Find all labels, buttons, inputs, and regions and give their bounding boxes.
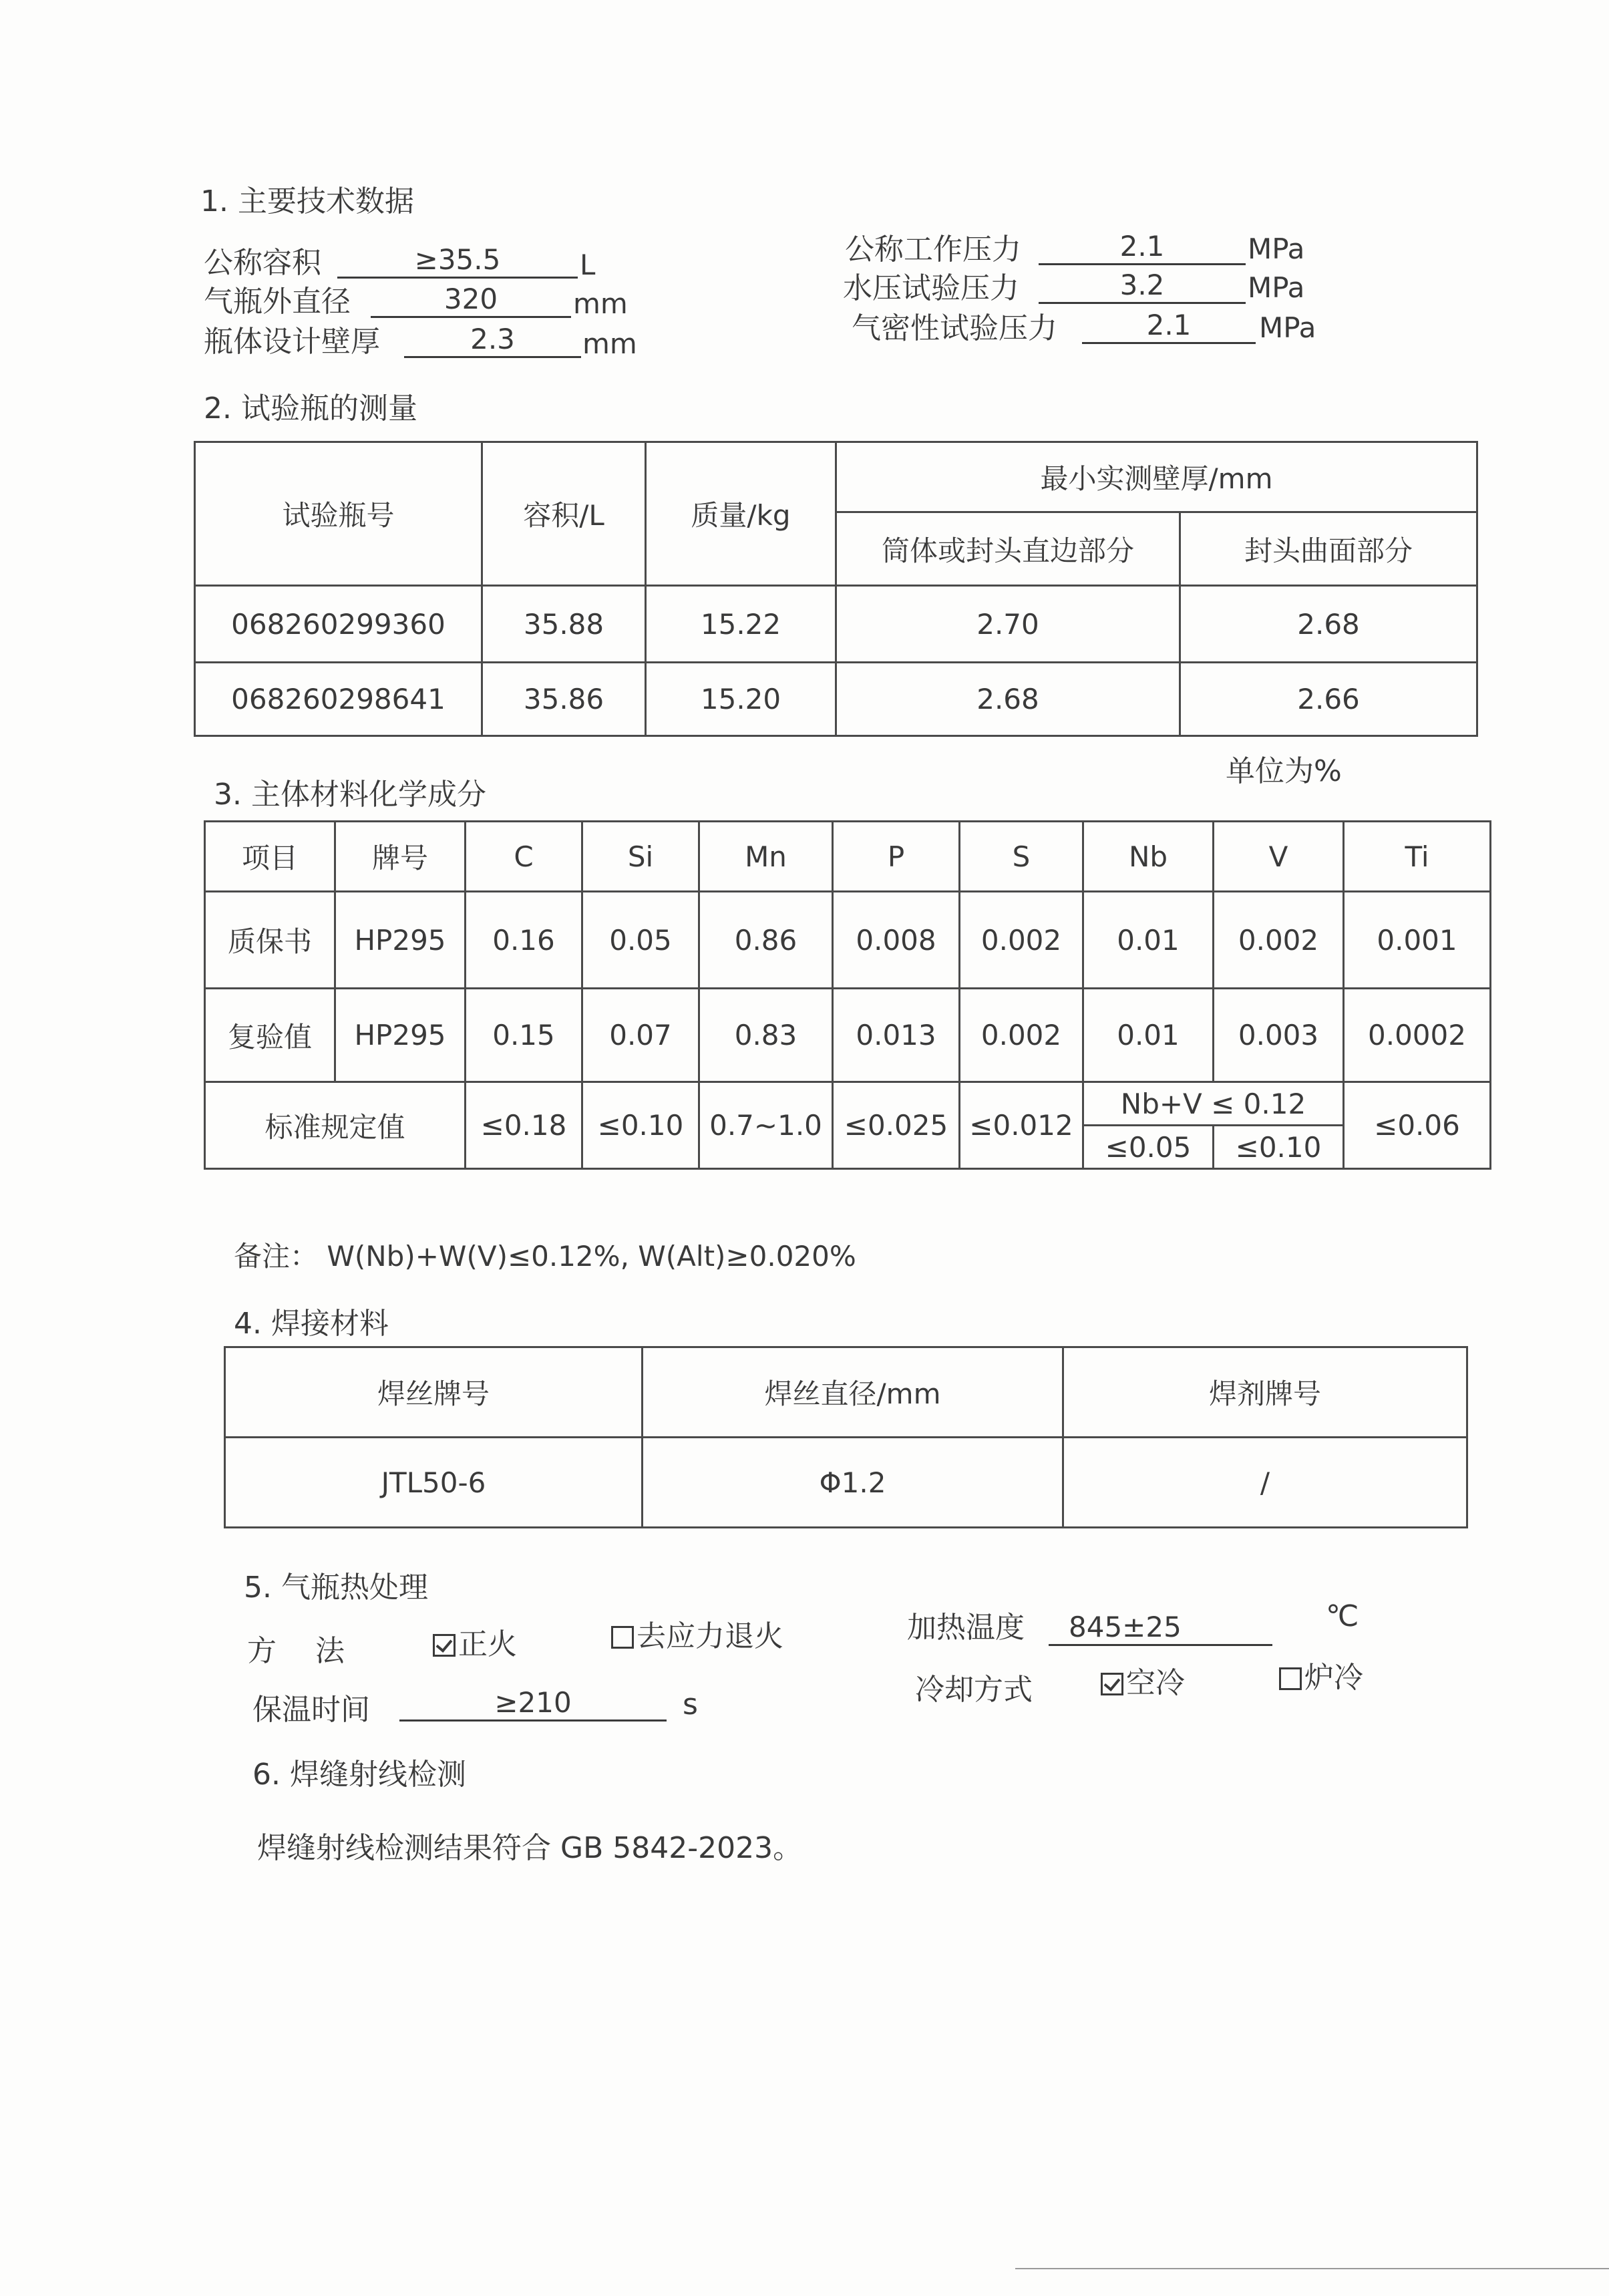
- wire-diameter-cell: Φ1.2: [643, 1438, 1063, 1528]
- heating-temp-value: 845±25: [1049, 1613, 1272, 1646]
- table-row: [225, 1438, 1467, 1528]
- holding-time-value: ≥210: [399, 1689, 667, 1721]
- mass-cell: 15.20: [646, 663, 836, 736]
- radiographic-result: 焊缝射线检测结果符合 GB 5842-2023。: [257, 1831, 803, 1865]
- welding-material-table: [224, 1346, 1468, 1528]
- std-si: ≤0.10: [582, 1082, 699, 1169]
- header-nb: Nb: [1083, 822, 1214, 892]
- header-v: V: [1214, 822, 1344, 892]
- value-cell: 0.003: [1214, 989, 1344, 1082]
- unchecked-box-icon: [1279, 1667, 1302, 1690]
- wall-thickness-value: 2.3: [404, 325, 581, 358]
- header-grade: 牌号: [335, 822, 466, 892]
- header-flux-grade: 焊剂牌号: [1063, 1347, 1467, 1438]
- leak-pressure-value: 2.1: [1082, 311, 1256, 344]
- outer-diameter-label: 气瓶外直径: [204, 285, 351, 319]
- test-cylinder-table: [194, 441, 1478, 737]
- straight-thickness-cell: 2.68: [836, 663, 1180, 736]
- std-nb-v: Nb+V ≤ 0.12: [1083, 1082, 1344, 1126]
- header-mass: 质量/kg: [646, 442, 836, 586]
- checked-box-icon: [433, 1634, 456, 1657]
- value-cell: 0.002: [1214, 892, 1344, 989]
- value-cell: 0.0002: [1344, 989, 1491, 1082]
- section3-title: 3. 主体材料化学成分: [214, 778, 486, 812]
- curved-thickness-cell: 2.68: [1180, 586, 1477, 663]
- grade-cell: HP295: [335, 892, 466, 989]
- heating-temp-label: 加热温度: [907, 1611, 1025, 1645]
- working-pressure-unit: MPa: [1248, 232, 1305, 265]
- hydro-pressure-label: 水压试验压力: [843, 271, 1019, 305]
- method-label: 方 法: [247, 1634, 345, 1668]
- value-cell: 0.07: [582, 989, 699, 1082]
- row-label: 复验值: [205, 989, 335, 1082]
- std-p: ≤0.025: [833, 1082, 960, 1169]
- grade-cell: HP295: [335, 989, 466, 1082]
- std-nb: ≤0.05: [1083, 1126, 1214, 1169]
- table-row: [195, 663, 1477, 736]
- table-row: [205, 1082, 1491, 1126]
- header-si: Si: [582, 822, 699, 892]
- header-cylinder-no: 试验瓶号: [195, 442, 482, 586]
- header-volume: 容积/L: [482, 442, 646, 586]
- value-cell: 0.013: [833, 989, 960, 1082]
- option-normalizing: [433, 1627, 517, 1661]
- option-label: 去应力退火: [637, 1619, 783, 1653]
- hydro-pressure-value: 3.2: [1039, 271, 1246, 304]
- holding-time-unit: s: [683, 1687, 698, 1721]
- header-item: 项目: [205, 822, 335, 892]
- nominal-volume-label: 公称容积: [204, 246, 321, 280]
- std-ti: ≤0.06: [1344, 1082, 1491, 1169]
- value-cell: 0.002: [960, 989, 1083, 1082]
- value-cell: 0.001: [1344, 892, 1491, 989]
- value-cell: 0.05: [582, 892, 699, 989]
- nominal-volume-unit: L: [580, 249, 596, 281]
- holding-time-label: 保温时间: [252, 1693, 370, 1727]
- header-ti: Ti: [1344, 822, 1491, 892]
- leak-pressure-label: 气密性试验压力: [852, 311, 1057, 345]
- table-row: [205, 892, 1491, 989]
- option-stress-relief: [611, 1619, 783, 1653]
- header-wire-grade: 焊丝牌号: [225, 1347, 643, 1438]
- std-v: ≤0.10: [1214, 1126, 1344, 1169]
- header-straight-part: 筒体或封头直边部分: [836, 512, 1180, 586]
- value-cell: 0.01: [1083, 989, 1214, 1082]
- option-air-cooling: [1101, 1666, 1185, 1700]
- header-c: C: [466, 822, 582, 892]
- composition-remark: 备注： W(Nb)+W(V)≤0.12%, W(Alt)≥0.020%: [234, 1240, 856, 1273]
- table-row: [195, 586, 1477, 663]
- value-cell: 0.16: [466, 892, 582, 989]
- section4-title: 4. 焊接材料: [234, 1307, 389, 1341]
- std-mn: 0.7~1.0: [699, 1082, 833, 1169]
- mass-cell: 15.22: [646, 586, 836, 663]
- cylinder-no-cell: 068260298641: [195, 663, 482, 736]
- header-wire-diameter: 焊丝直径/mm: [643, 1347, 1063, 1438]
- header-s: S: [960, 822, 1083, 892]
- scan-edge-line: [1015, 2268, 1609, 2269]
- std-s: ≤0.012: [960, 1082, 1083, 1169]
- header-p: P: [833, 822, 960, 892]
- header-mn: Mn: [699, 822, 833, 892]
- section2-title: 2. 试验瓶的测量: [204, 391, 417, 426]
- option-label: 炉冷: [1304, 1661, 1363, 1695]
- outer-diameter-value: 320: [371, 285, 571, 318]
- value-cell: 0.86: [699, 892, 833, 989]
- working-pressure-value: 2.1: [1039, 232, 1246, 265]
- working-pressure-label: 公称工作压力: [845, 232, 1021, 267]
- header-min-wall-thickness: 最小实测壁厚/mm: [836, 442, 1477, 512]
- chemical-composition-table: [204, 820, 1491, 1170]
- value-cell: 0.83: [699, 989, 833, 1082]
- row-label: 质保书: [205, 892, 335, 989]
- std-c: ≤0.18: [466, 1082, 582, 1169]
- wall-thickness-label: 瓶体设计壁厚: [204, 325, 380, 359]
- value-cell: 0.002: [960, 892, 1083, 989]
- nominal-volume-value: ≥35.5: [337, 246, 578, 279]
- header-curved-part: 封头曲面部分: [1180, 512, 1477, 586]
- wire-grade-cell: JTL50-6: [225, 1438, 643, 1528]
- value-cell: 0.15: [466, 989, 582, 1082]
- hydro-pressure-unit: MPa: [1248, 271, 1305, 304]
- header-row: [205, 822, 1491, 892]
- value-cell: 0.008: [833, 892, 960, 989]
- cooling-method-label: 冷却方式: [915, 1673, 1033, 1707]
- unit-note: 单位为%: [1226, 754, 1342, 788]
- option-label: 空冷: [1126, 1666, 1185, 1700]
- unchecked-box-icon: [611, 1626, 634, 1649]
- section1-title: 1. 主要技术数据: [200, 184, 414, 218]
- heating-temp-unit: ℃: [1326, 1599, 1359, 1633]
- wall-thickness-unit: mm: [582, 327, 637, 360]
- checked-box-icon: [1101, 1673, 1123, 1695]
- cylinder-no-cell: 068260299360: [195, 586, 482, 663]
- section6-title: 6. 焊缝射线检测: [252, 1758, 466, 1792]
- curved-thickness-cell: 2.66: [1180, 663, 1477, 736]
- std-label: 标准规定值: [205, 1082, 466, 1169]
- straight-thickness-cell: 2.70: [836, 586, 1180, 663]
- option-furnace-cooling: [1279, 1663, 1363, 1693]
- outer-diameter-unit: mm: [573, 287, 628, 320]
- option-label: 正火: [458, 1627, 517, 1661]
- table-row: [205, 989, 1491, 1082]
- flux-grade-cell: /: [1063, 1438, 1467, 1528]
- section5-title: 5. 气瓶热处理: [244, 1571, 428, 1605]
- volume-cell: 35.88: [482, 586, 646, 663]
- leak-pressure-unit: MPa: [1259, 311, 1316, 344]
- volume-cell: 35.86: [482, 663, 646, 736]
- value-cell: 0.01: [1083, 892, 1214, 989]
